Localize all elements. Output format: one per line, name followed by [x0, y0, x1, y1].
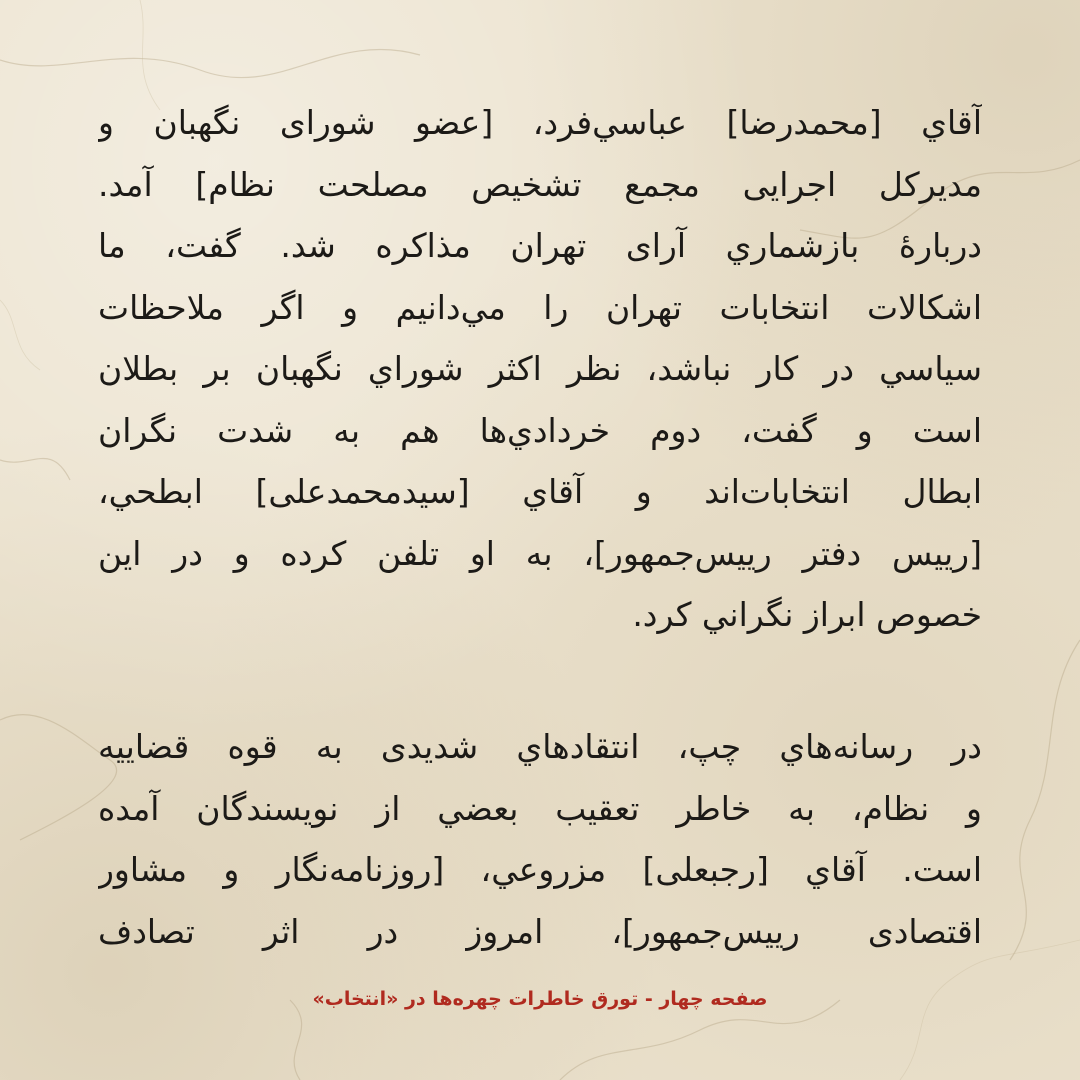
- crack-line: [560, 1000, 840, 1080]
- memoir-paragraph-1: [98, 92, 982, 646]
- text-line: است. آقاي [رجبعلی] مزروعي، [روزنامه‌نگار و مشاور: [98, 850, 982, 889]
- text-line: خصوص ابراز نگراني كرد.: [632, 595, 982, 634]
- crack-line: [0, 458, 70, 480]
- text-line: است و گفت، دوم خردادي‌ها هم به شدت نگران: [98, 410, 982, 450]
- crack-line: [290, 1000, 302, 1080]
- crack-line: [0, 49, 420, 77]
- text-line: سياسي در كار نباشد، نظر اكثر شوراي نگهبان بر بطلان: [98, 349, 982, 388]
- text-line: اشكالات انتخابات تهران را مي‌دانيم و اگر ملاحظات: [98, 287, 982, 327]
- text-line: اقتصادی رييس‌جمهور]، امروز در اثر تصادف: [98, 911, 982, 951]
- crack-line: [0, 300, 40, 370]
- text-line: دربارۀ بازشماري آرای تهران مذاكره شد. گفت، ما: [98, 226, 982, 265]
- text-line: ابطال انتخابات‌اند و آقاي [سيدمحمدعلی] ابطحي،: [98, 472, 982, 511]
- text-line: و نظام، به خاطر تعقيب بعضي از نويسندگان آمده: [98, 788, 982, 828]
- text-line: مديركل اجرایی مجمع تشخيص مصلحت نظام] آمد.: [98, 164, 982, 204]
- crack-line: [1010, 640, 1080, 960]
- text-line: [رييس دفتر رييس‌جمهور]، به او تلفن كرده و در اين: [98, 533, 982, 573]
- text-line: آقاي [محمدرضا] عباسي‌فرد، [عضو شوراى نگهبان و: [98, 103, 982, 142]
- footer-caption: صفحه چهار - تورق خاطرات چهره‌ها در «انتخاب»: [312, 988, 768, 1010]
- text-line: در رسانه‌هاي چپ، انتقادهاي شدیدی به قوه قضاييه: [98, 727, 982, 766]
- memoir-paragraph-2: [98, 716, 982, 962]
